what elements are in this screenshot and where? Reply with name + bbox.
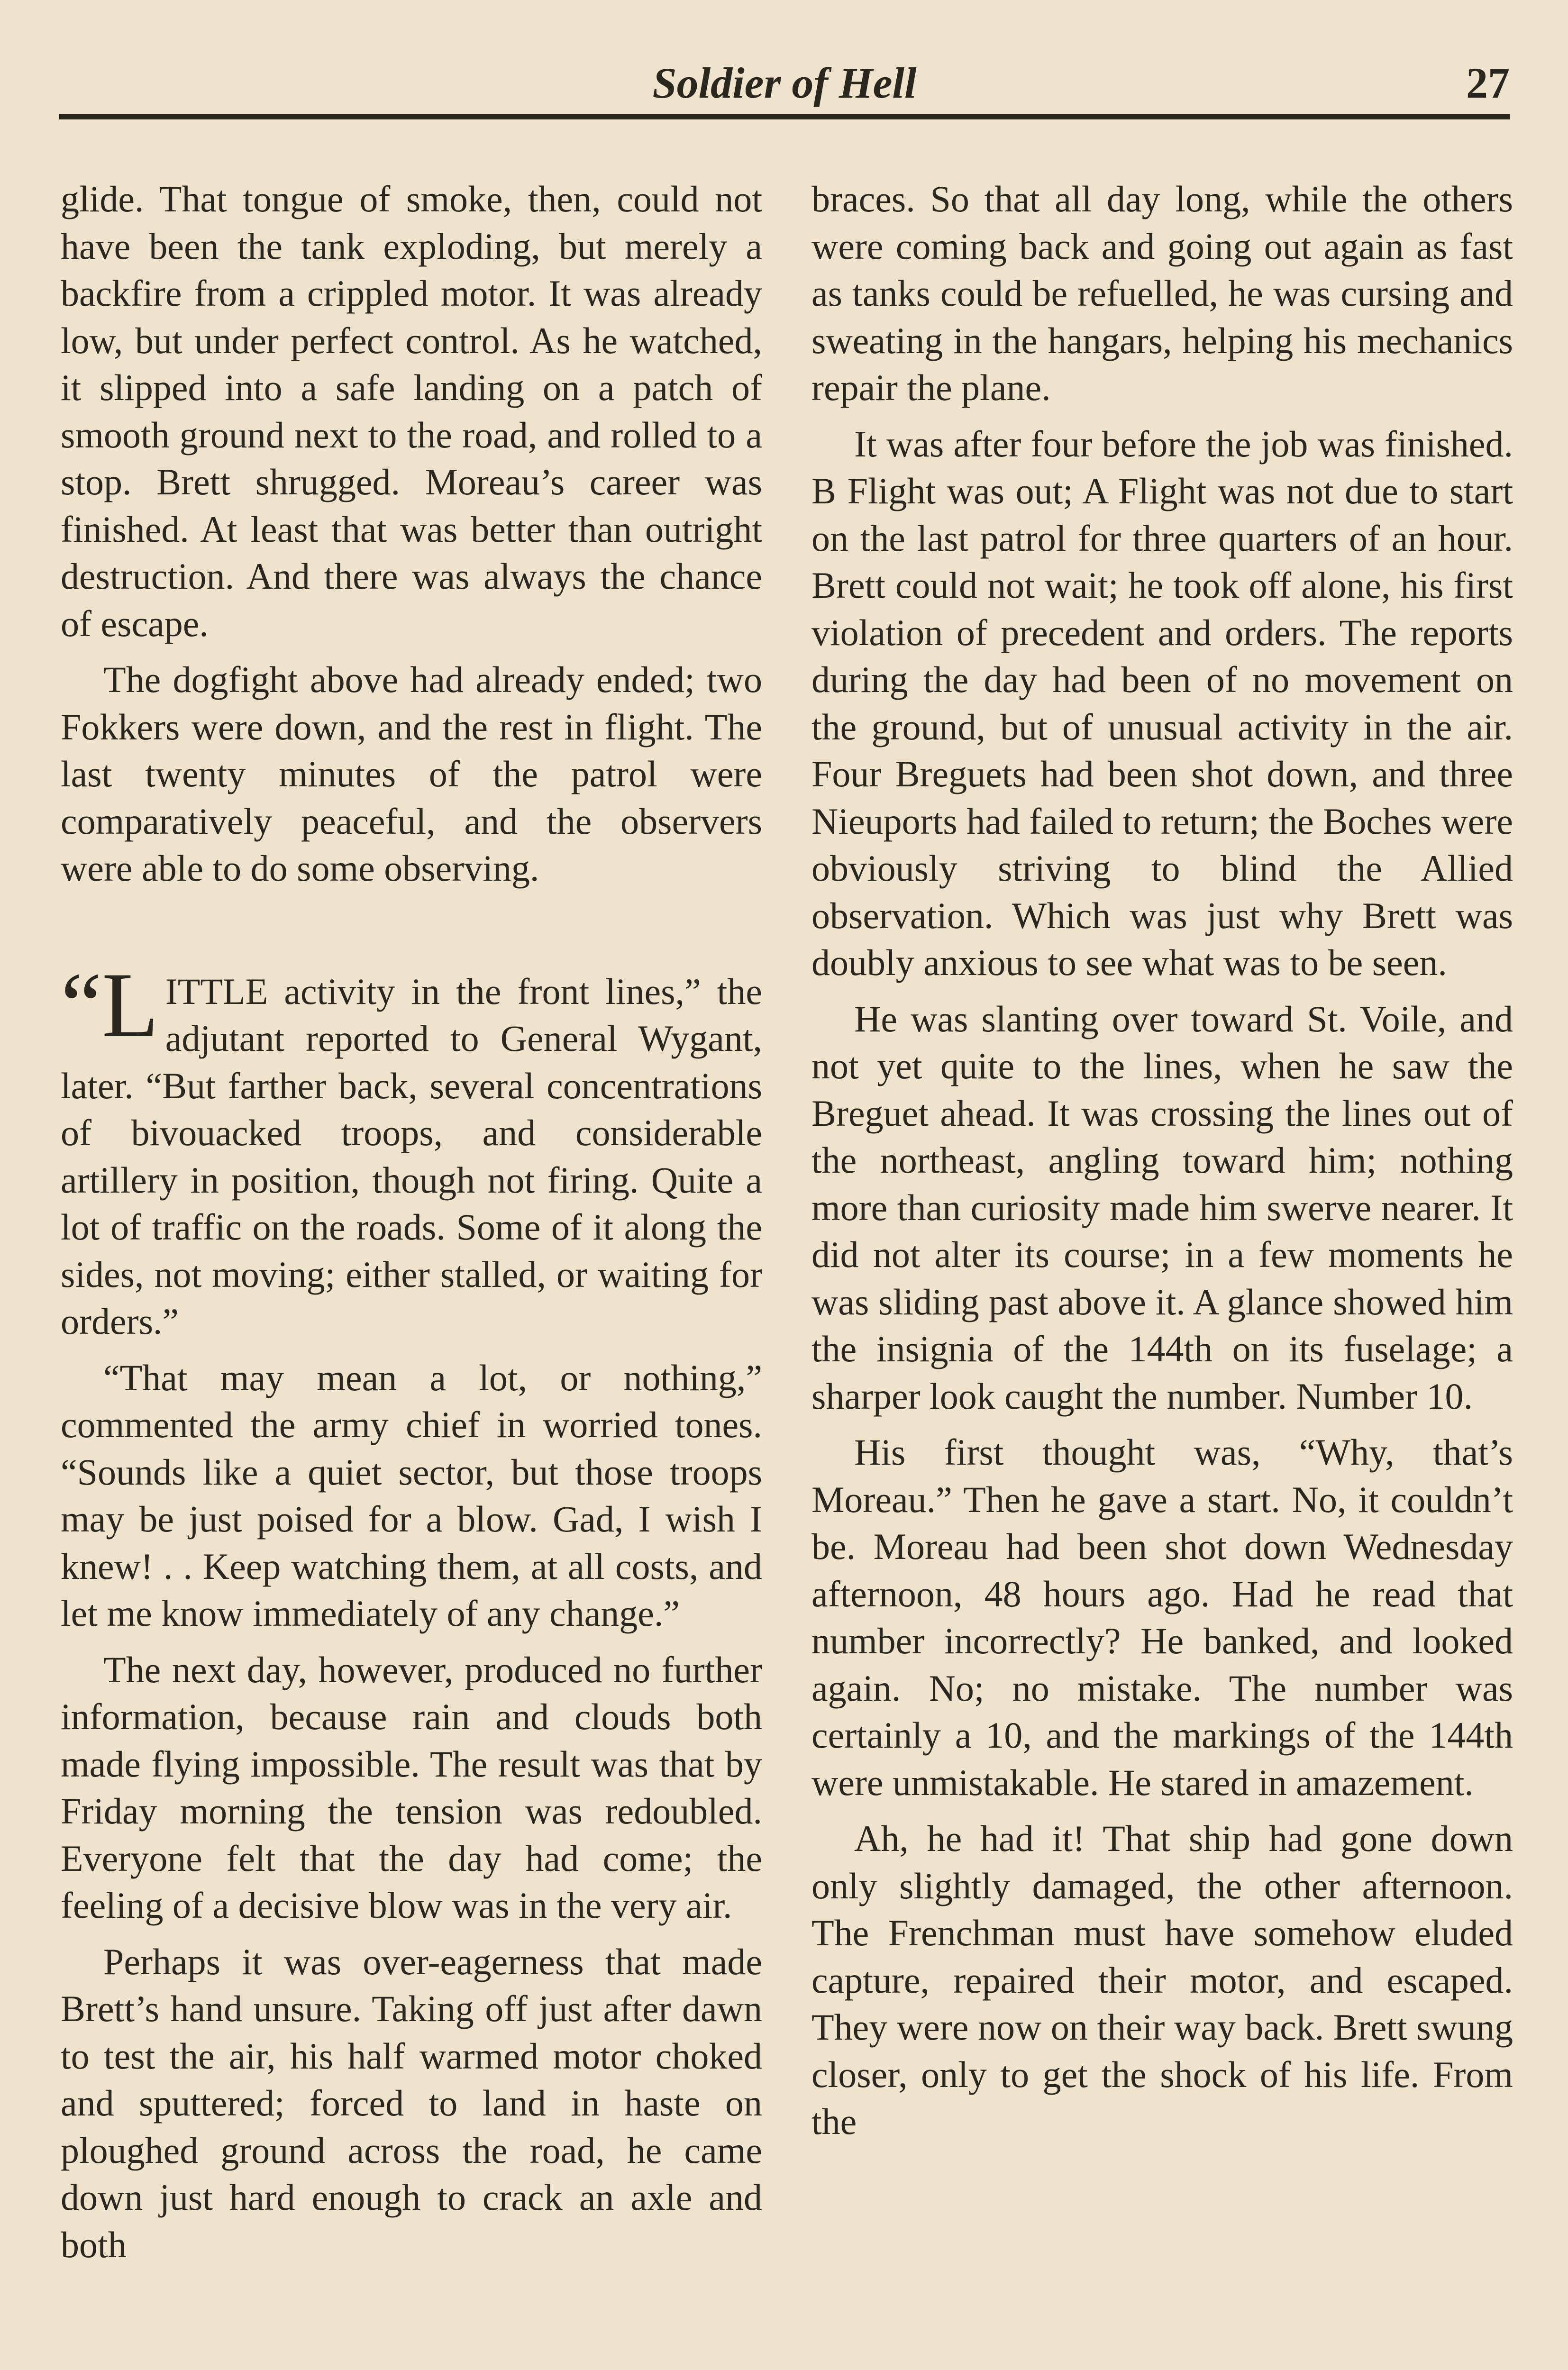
drop-cap bbox=[61, 953, 159, 1057]
right-column bbox=[811, 175, 1513, 2154]
section-opening-paragraph bbox=[61, 953, 762, 1345]
opening-quote-mark: “ bbox=[61, 953, 102, 1057]
paragraph: It was after four before the job was finished. B Flight was out; A Flight was not due to start on the last patrol for three quarters of an hour. Brett could not wait; he took off alone, his first violation of precedent and orders. The reports during the day had been of no movement on the ground, but of unusual activity in the air. Four Breguets had been shot down, and three Nieuports had failed to return; the Boches were obviously striving to blind the Allied observation. Which was just why Brett was doubly anxious to see what was to be seen. bbox=[811, 423, 1513, 983]
running-title: Soldier of Hell bbox=[652, 59, 917, 107]
paragraph: braces. So that all day long, while the others were coming back and going out again as fast as tanks could be refuelled, he was cursing and sweating in the hangars, helping his mechanics repair the plane. bbox=[811, 178, 1513, 408]
page-number: 27 bbox=[1466, 59, 1510, 107]
paragraph: The next day, however, produced no further information, because rain and clouds both made flying impossible. The result was that by Friday morning the tension was redoubled. Everyone felt that the day had come; the feeling of a decisive blow was in the very air. bbox=[61, 1649, 762, 1926]
paragraph: Perhaps it was over-eagerness that made Brett’s hand unsure. Taking off just after dawn to test the air, his half warmed motor choked and sputtered; forced to land in haste on ploughed ground across the road, he came down just hard enough to crack an axle and both bbox=[61, 1941, 762, 2265]
paragraph: His first thought was, “Why, that’s Moreau.” Then he gave a start. No, it couldn’t be. Moreau had been shot down Wednesday afternoon, 48 hours ago. Had he read that number incorrectly? He banked, and looked again. No; no mistake. The number was certainly a 10, and the markings of the 144th were unmistakable. He stared in amazement. bbox=[811, 1431, 1513, 1803]
paragraph: He was slanting over toward St. Voile, and not yet quite to the lines, when he saw the Breguet ahead. It was crossing the lines out of the northeast, angling toward him; nothing more than curiosity made him swerve nearer. It did not alter its course; in a few moments he was sliding past above it. A glance showed him the insignia of the 144th on its fuselage; a sharper look caught the number. Number 10. bbox=[811, 998, 1513, 1417]
paragraph: The dogfight above had already ended; two Fokkers were down, and the rest in flight. The last twenty minutes of the patrol were comparatively peaceful, and the observers were able to do some observing. bbox=[61, 659, 762, 889]
paragraph: glide. That tongue of smoke, then, could not have been the tank exploding, but merely a backfire from a crippled motor. It was already low, but under perfect control. As he watched, it slipped into a safe landing on a patch of smooth ground next to the road, and rolled to a stop. Brett shrugged. Moreau’s career was finished. At least that was better than outright destruction. And there was always the chance of escape. bbox=[61, 178, 762, 644]
paragraph: “That may mean a lot, or nothing,” commented the army chief in worried tones. “Sounds like a quiet sector, but those troops may be just poised for a blow. Gad, I wish I knew! . . Keep watching them, at all costs, and let me know immediately of any change.” bbox=[61, 1357, 762, 1634]
paragraph-text: ITTLE activity in the front lines,” the adjutant reported to General Wygant, later. “But farther back, several concentrations of bivouacked troops, and considerable artillery in position, though not firing. Quite a lot of traffic on the roads. Some of it along the sides, not moving; either stalled, or waiting for orders.” bbox=[61, 970, 762, 1342]
left-column bbox=[61, 175, 762, 2277]
page-header bbox=[59, 57, 1510, 119]
drop-cap-letter: L bbox=[102, 953, 159, 1057]
paragraph: Ah, he had it! That ship had gone down only slightly damaged, the other afternoon. The Frenchman must have somehow eluded capture, repaired their motor, and escaped. They were now on their way back. Brett swung closer, only to get the shock of his life. From the bbox=[811, 1818, 1513, 2142]
